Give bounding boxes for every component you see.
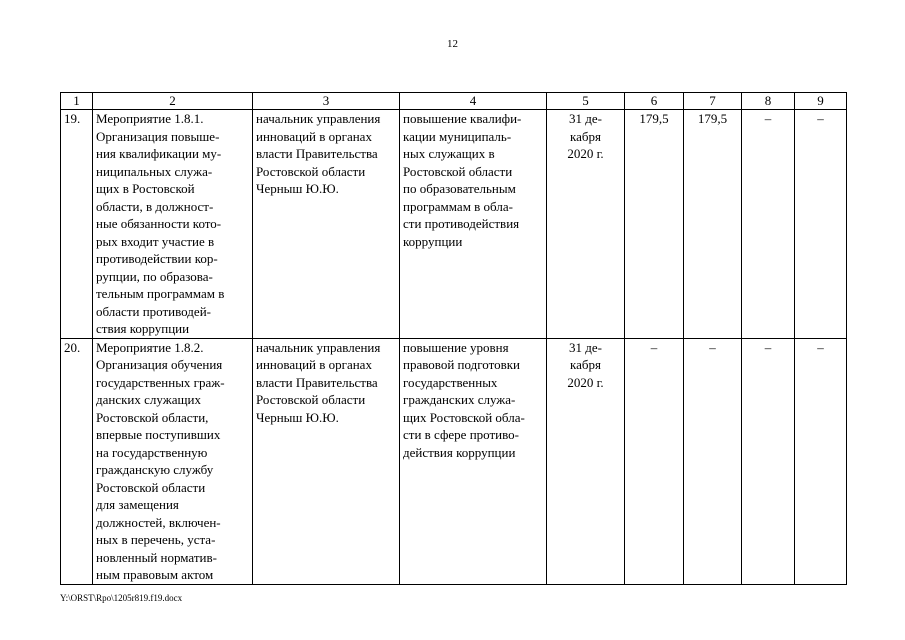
file-path-footer: Y:\ORST\Rpo\1205r819.f19.docx: [60, 593, 183, 603]
header-cell: 2: [93, 93, 253, 110]
result-cell: повышение уровня правовой подготовки государственных гражданских служа- щих Ростовской обла- сти в сфере противо- действия коррупции: [400, 338, 547, 584]
amount-cell-8: –: [742, 110, 795, 339]
amount-cell-9: –: [795, 110, 847, 339]
row-number: 20.: [61, 338, 93, 584]
row-number: 19.: [61, 110, 93, 339]
event-cell: Мероприятие 1.8.2. Организация обучения государственных граж- данских служащих Ростовской области, впервые поступивших на государственную гражданскую службу Ростовской области для замещения должностей, включен- ных в перечень, уста- новленный норматив- ным правовым актом: [93, 338, 253, 584]
header-cell: 6: [625, 93, 684, 110]
header-cell: 1: [61, 93, 93, 110]
measures-table: [60, 92, 847, 585]
event-cell: Мероприятие 1.8.1. Организация повыше- ния квалификации му- ниципальных служа- щих в Ростовской области, в должност- ные обязанности кото- рых входит участие в противодействии кор- рупции, по образова- тельным программам в области противодей- ствия коррупции: [93, 110, 253, 339]
deadline-cell: 31 де- кабря 2020 г.: [547, 338, 625, 584]
table-row: [61, 110, 847, 339]
header-cell: 8: [742, 93, 795, 110]
responsible-cell: начальник управления инноваций в органах власти Правительства Ростовской области Черныш Ю.Ю.: [253, 338, 400, 584]
amount-cell-6: –: [625, 338, 684, 584]
header-row: [61, 93, 847, 110]
deadline-cell: 31 де- кабря 2020 г.: [547, 110, 625, 339]
header-cell: 5: [547, 93, 625, 110]
amount-cell-7: 179,5: [684, 110, 742, 339]
page-number: 12: [447, 38, 458, 50]
result-cell: повышение квалифи- кации муниципаль- ных служащих в Ростовской области по образовательным программам в обла- сти противодействия коррупции: [400, 110, 547, 339]
responsible-cell: начальник управления инноваций в органах власти Правительства Ростовской области Черныш Ю.Ю.: [253, 110, 400, 339]
amount-cell-8: –: [742, 338, 795, 584]
header-cell: 4: [400, 93, 547, 110]
amount-cell-6: 179,5: [625, 110, 684, 339]
amount-cell-9: –: [795, 338, 847, 584]
header-cell: 3: [253, 93, 400, 110]
table-row: [61, 338, 847, 584]
header-cell: 7: [684, 93, 742, 110]
amount-cell-7: –: [684, 338, 742, 584]
header-cell: 9: [795, 93, 847, 110]
